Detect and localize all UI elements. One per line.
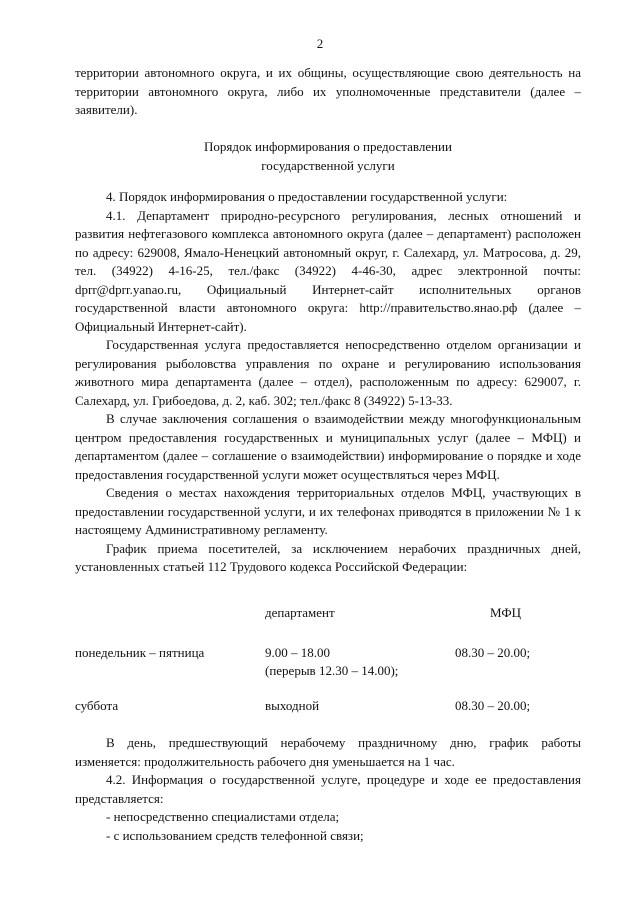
- paragraph-holiday: В день, предшествующий нерабочему праздничному дню, график работы изменяется: продолжительность рабочего дня уменьшается на 1 час.: [75, 735, 581, 769]
- paragraph-schedule-intro: График приема посетителей, за исключением нерабочих праздничных дней, установленных статьей 112 Трудового кодекса Российской Федерации:: [75, 540, 581, 574]
- schedule-table: [75, 604, 581, 724]
- schedule-header-mfc: МФЦ: [490, 605, 522, 620]
- section-heading: [75, 138, 581, 175]
- paragraph-mfc: В случае заключения соглашения о взаимодействии между многофункциональным центром предоставления государственных и муниципальных услуг (далее – МФЦ) и департаментом (далее – соглашение о взаимодействии) информирование о порядке и ходе предоставления государственной услуги может осуществляться через МФЦ.: [75, 411, 581, 482]
- paragraph-offices: Сведения о местах нахождения территориальных отделов МФЦ, участвующих в предоставлении государственной услуги, и их телефонах приводятся в приложении № 1 к настоящему Административному регламенту.: [75, 485, 581, 537]
- body-block-2: [75, 734, 581, 845]
- intro-continuation-block: [75, 64, 581, 120]
- body-block-1: [75, 188, 581, 577]
- schedule-row-weekday-dept-note: (перерыв 12.30 – 14.00);: [265, 663, 399, 678]
- schedule-row-weekday-mfc: 08.30 – 20.00;: [455, 645, 531, 660]
- page-number: 2: [316, 36, 324, 51]
- schedule-row-weekday-dept: 9.00 – 18.00: [265, 645, 330, 660]
- schedule-row-saturday-mfc: 08.30 – 20.00;: [455, 698, 531, 713]
- list-item-specialists: - непосредственно специалистами отдела;: [106, 809, 340, 824]
- list-item-phone: - с использованием средств телефонной связи;: [106, 827, 364, 843]
- paragraph-4: 4. Порядок информирования о предоставлении государственной услуги:: [106, 189, 508, 204]
- paragraph-service: Государственная услуга предоставляется непосредственно отделом организации и регулирования рыболовства управления по охране и регулированию использования животного мира департамента (далее – отдел), расположенным по адресу: 629007, г. Салехард, ул. Грибоедова, д. 2, каб. 302; тел./факс 8 (34922) 5-13-33.: [75, 337, 581, 408]
- schedule-header-dept: департамент: [265, 605, 335, 620]
- section-heading-line1: Порядок информирования о предоставлении: [204, 139, 452, 154]
- schedule-row-weekday-day: понедельник – пятница: [75, 645, 205, 660]
- section-heading-line2: государственной услуги: [261, 157, 395, 173]
- paragraph-4-2: 4.2. Информация о государственной услуге, процедуре и ходе ее предоставления представляется:: [75, 772, 581, 806]
- schedule-row-saturday-dept: выходной: [265, 698, 320, 713]
- paragraph-4-1: 4.1. Департамент природно-ресурсного регулирования, лесных отношений и развития нефтегазового комплекса автономного округа (далее – департамент) расположен по адресу: 629008, Ямало-Ненецкий автономный округ, г. Салехард, ул. Матросова, д. 29, тел. (34922) 4-16-25, тел./факс (34922) 4-46-30, адрес электронной почты: dprr@dprr.yanao.ru, Официальный Интернет-сайт исполнительных органов государственной власти автономного округа: http://правительство.янао.рф (далее – Официальный Интернет-сайт).: [75, 207, 581, 334]
- schedule-row-saturday-day: суббота: [75, 698, 119, 713]
- intro-continuation: территории автономного округа, и их общины, осуществляющие свою деятельность на территории автономного округа, либо их уполномоченные представители (далее – заявители).: [75, 65, 581, 117]
